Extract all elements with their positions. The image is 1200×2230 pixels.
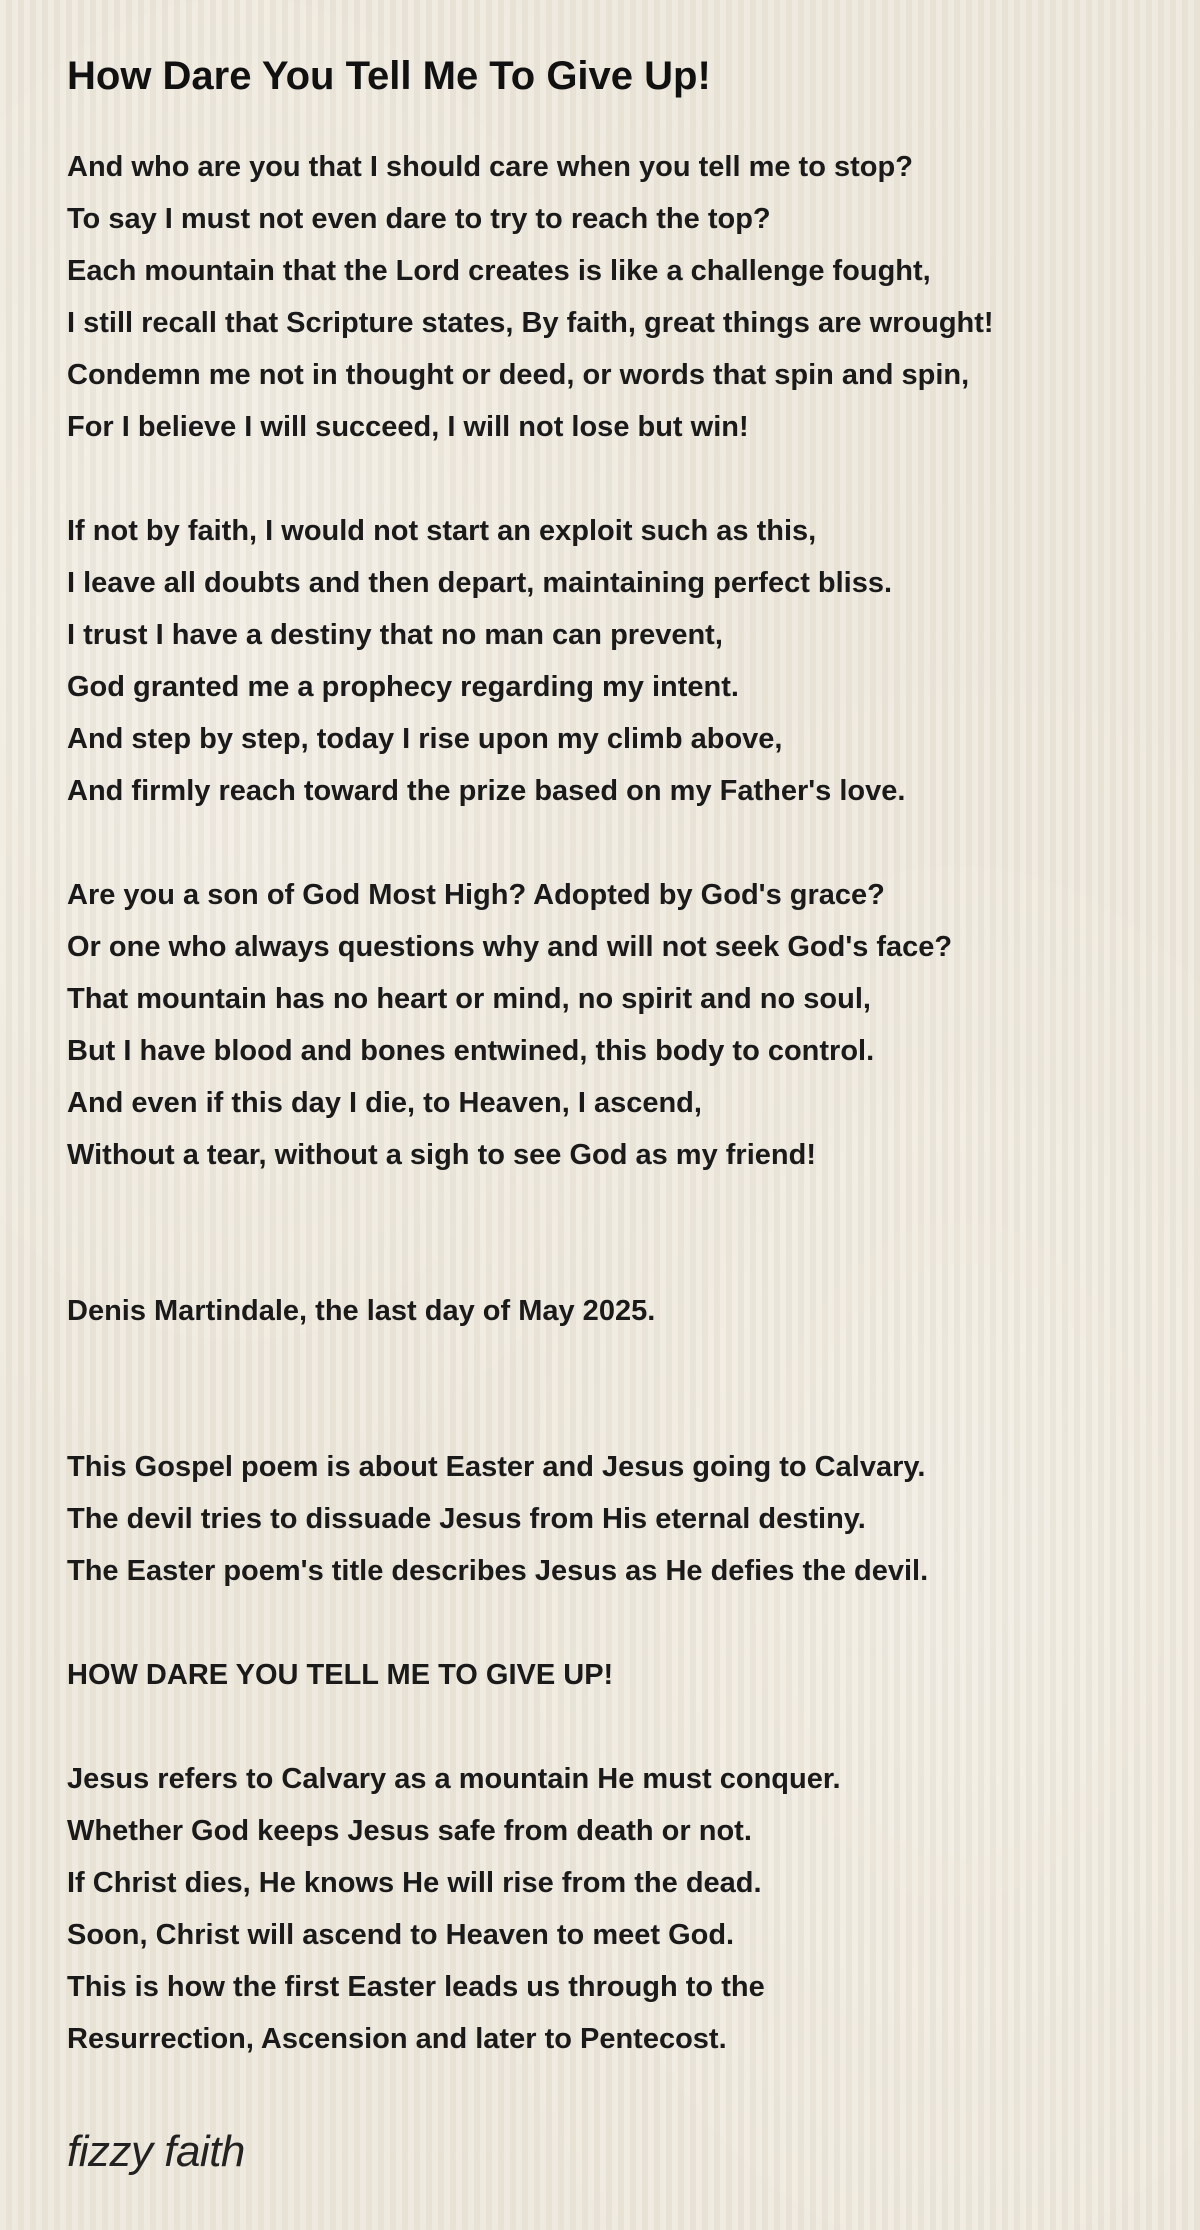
note-line: Jesus refers to Calvary as a mountain He must conquer.	[67, 1763, 841, 1795]
poem-line: I still recall that Scripture states, By faith, great things are wrought!	[67, 307, 994, 339]
note-line: The Easter poem's title describes Jesus as He defies the devil.	[67, 1555, 929, 1587]
poem-line: And even if this day I die, to Heaven, I ascend,	[67, 1087, 702, 1119]
notes-intro	[67, 1441, 1177, 1597]
poem-line: And firmly reach toward the prize based on my Father's love.	[67, 775, 906, 807]
stanza-3	[67, 869, 1177, 1181]
spacer	[67, 1181, 1177, 1233]
poem-line: For I believe I will succeed, I will not lose but win!	[67, 411, 749, 443]
note-line: Resurrection, Ascension and later to Pentecost.	[67, 2023, 727, 2055]
poem-line: Or one who always questions why and will not seek God's face?	[67, 931, 953, 963]
poem-line: Each mountain that the Lord creates is like a challenge fought,	[67, 255, 931, 287]
notes-explanation	[67, 1753, 1177, 2065]
note-line: The devil tries to dissuade Jesus from His eternal destiny.	[67, 1503, 866, 1535]
poem-line: I trust I have a destiny that no man can prevent,	[67, 619, 723, 651]
note-line: Soon, Christ will ascend to Heaven to meet God.	[67, 1919, 735, 1951]
note-line: This Gospel poem is about Easter and Jesus going to Calvary.	[67, 1451, 926, 1483]
poem-line: And who are you that I should care when you tell me to stop?	[67, 151, 913, 183]
site-logo[interactable]: fizzy faith	[67, 2127, 245, 2176]
notes-heading: HOW DARE YOU TELL ME TO GIVE UP!	[67, 1659, 614, 1691]
poem-title: How Dare You Tell Me To Give Up!	[67, 54, 711, 98]
spacer	[67, 1233, 1177, 1285]
poem-line: God granted me a prophecy regarding my intent.	[67, 671, 739, 703]
poem-line: I leave all doubts and then depart, maintaining perfect bliss.	[67, 567, 893, 599]
note-line: This is how the first Easter leads us through to the	[67, 1971, 765, 2003]
poem-line: But I have blood and bones entwined, this body to control.	[67, 1035, 875, 1067]
stanza-2	[67, 505, 1177, 817]
stanza-1	[67, 141, 1177, 453]
poem-line: That mountain has no heart or mind, no spirit and no soul,	[67, 983, 871, 1015]
poem-page	[67, 48, 1177, 2065]
poem-line: And step by step, today I rise upon my climb above,	[67, 723, 783, 755]
note-line: Whether God keeps Jesus safe from death or not.	[67, 1815, 752, 1847]
poem-line: Are you a son of God Most High? Adopted by God's grace?	[67, 879, 885, 911]
spacer	[67, 1337, 1177, 1441]
poem-line: If not by faith, I would not start an exploit such as this,	[67, 515, 817, 547]
poem-line: To say I must not even dare to try to reach the top?	[67, 203, 771, 235]
poem-line: Condemn me not in thought or deed, or words that spin and spin,	[67, 359, 970, 391]
poem-line: Without a tear, without a sigh to see God as my friend!	[67, 1139, 816, 1171]
author-signature: Denis Martindale, the last day of May 2025.	[67, 1295, 656, 1327]
note-line: If Christ dies, He knows He will rise from the dead.	[67, 1867, 762, 1899]
